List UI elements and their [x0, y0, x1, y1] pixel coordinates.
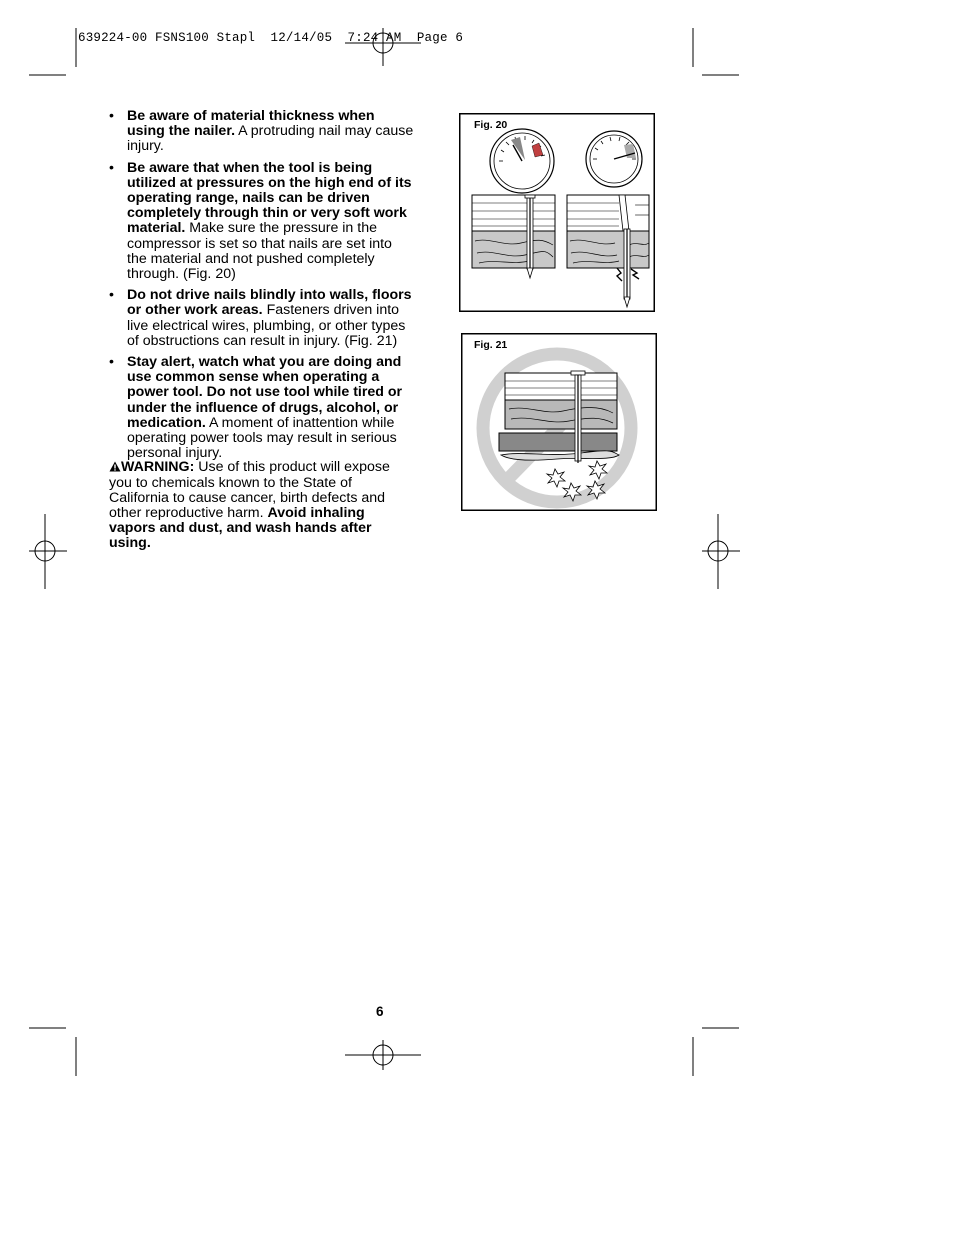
figure-20-label: Fig. 20: [474, 119, 508, 131]
warning-triangle-icon: [109, 461, 121, 472]
page-number: 6: [376, 1004, 384, 1019]
warning-paragraph: [109, 460, 414, 551]
bullet-bold: Be aware of material thickness when using the nailer.: [127, 108, 375, 140]
nail-set-correctly-icon: [472, 195, 555, 278]
bullet-bold: Be aware that when the tool is being utilized at pressures on the high end of its operating range, nails can be driven completely through thin or very soft work material.: [127, 159, 412, 237]
bullet-bold: Do not drive nails blindly into walls, floors or other work areas.: [127, 287, 412, 319]
safety-text-column: [109, 109, 414, 552]
warning-bold-end: Avoid inhaling vapors and dust, and wash hands after using.: [109, 505, 372, 552]
bullet-dot: •: [109, 354, 114, 371]
figure-20: [459, 113, 655, 312]
bullet-dot: •: [109, 108, 114, 124]
printer-slug: 639224-00 FSNS100 Stapl 12/14/05 7:24 AM Page 6: [78, 31, 464, 45]
bullet-dot: •: [109, 287, 114, 304]
bullet-drive-blindly: [109, 288, 414, 349]
bullet-bold: Stay alert, watch what you are doing and use common sense when operating a power tool. Do not use tool while tired or under the influence of drugs, alcohol, or medication.: [127, 354, 403, 431]
figure-21: [461, 333, 657, 511]
bullet-text: Fasteners driven into live electrical wires, plumbing, or other types of obstructions can result in injury. (Fig. 21): [127, 302, 406, 349]
warning-text: Use of this product will expose you to chemicals known to the State of California to cause cancer, birth defects and other reproductive harm.: [109, 459, 390, 522]
bullet-text: Make sure the pressure in the compressor is set so that nails are set into the material and not pushed completely through. (Fig. 20): [127, 220, 392, 283]
bullet-dot: •: [109, 159, 114, 176]
bullet-stay-alert: [109, 355, 414, 461]
bullet-material-thickness: [109, 109, 414, 155]
pressure-gauge-low-icon: [490, 129, 554, 193]
warning-label: WARNING:: [121, 459, 195, 476]
figure-21-label: Fig. 21: [474, 339, 508, 351]
bullet-text: A moment of inattention while operating power tools may result in serious personal injury.: [127, 414, 397, 462]
pressure-gauge-high-icon: [586, 131, 642, 187]
bullet-text: A protruding nail may cause injury.: [127, 123, 414, 155]
bullet-high-pressure: [109, 161, 414, 283]
